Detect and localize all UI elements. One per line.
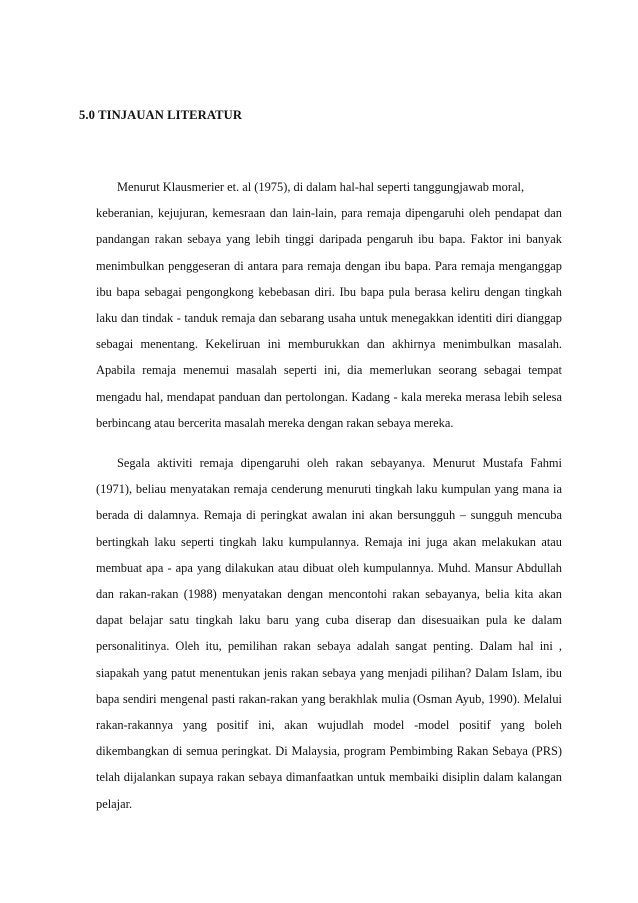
- section-heading: 5.0 TINJAUAN LITERATUR: [79, 108, 243, 122]
- paragraph-2: [96, 450, 562, 817]
- paragraph-2-body: (1971), beliau menyatakan remaja cenderung menuruti tingkah laku kumpulan yang mana ia berada di dalamnya. Remaja di peringkat awalan ini akan bersungguh – sungguh mencuba bertingkah laku seperti tingkah laku kumpulannya. Remaja ini juga akan melakukan atau membuat apa - apa yang dilakukan atau dibuat oleh kumpulannya. Muhd. Mansur Abdullah dan rakan-rakan (1988) menyatakan dengan mencontohi rakan sebayanya, belia kita akan dapat belajar satu tingkah laku baru yang cuba diserap dan disesuaikan pula ke dalam personalitinya. Oleh itu, pemilihan rakan sebaya adalah sangat penting. Dalam hal ini , siapakah yang patut menentukan jenis rakan sebaya yang menjadi pilihan? Dalam Islam, ibu bapa sendiri mengenal pasti rakan-rakan yang berakhlak mulia (Osman Ayub, 1990). Melalui rakan-rakannya yang positif ini, akan wujudlah model -model positif yang boleh dikembangkan di semua peringkat. Di Malaysia, program Pembimbing Rakan Sebaya (PRS) telah dijalankan supaya rakan sebaya dimanfaatkan untuk membaiki disiplin dalam kalangan pelajar.: [96, 482, 562, 811]
- paragraph-2-first-line: Segala aktiviti remaja dipengaruhi oleh rakan sebayanya. Menurut Mustafa Fahmi: [117, 456, 562, 470]
- paragraph-1: [96, 174, 562, 436]
- paragraph-1-body: keberanian, kejujuran, kemesraan dan lain-lain, para remaja dipengaruhi oleh pendapat dan pandangan rakan sebaya yang lebih tinggi daripada pengaruh ibu bapa. Faktor ini banyak menimbulkan penggeseran di antara para remaja dengan ibu bapa. Para remaja menganggap ibu bapa sebagai pengongkong kebebasan diri. Ibu bapa pula berasa keliru dengan tingkah laku dan tindak - tanduk remaja dan sebarang usaha untuk menegakkan identiti diri dianggap sebagai menentang. Kekeliruan ini memburukkan dan akhirnya menimbulkan masalah. Apabila remaja menemui masalah seperti ini, dia memerlukan seorang sebagai tempat mengadu hal, mendapat panduan dan pertolongan. Kadang - kala mereka merasa lebih selesa berbincang atau bercerita masalah mereka dengan rakan sebaya mereka.: [96, 206, 562, 430]
- paragraph-1-first-line: Menurut Klausmerier et. al (1975), di dalam hal-hal seperti tanggungjawab moral,: [117, 180, 525, 194]
